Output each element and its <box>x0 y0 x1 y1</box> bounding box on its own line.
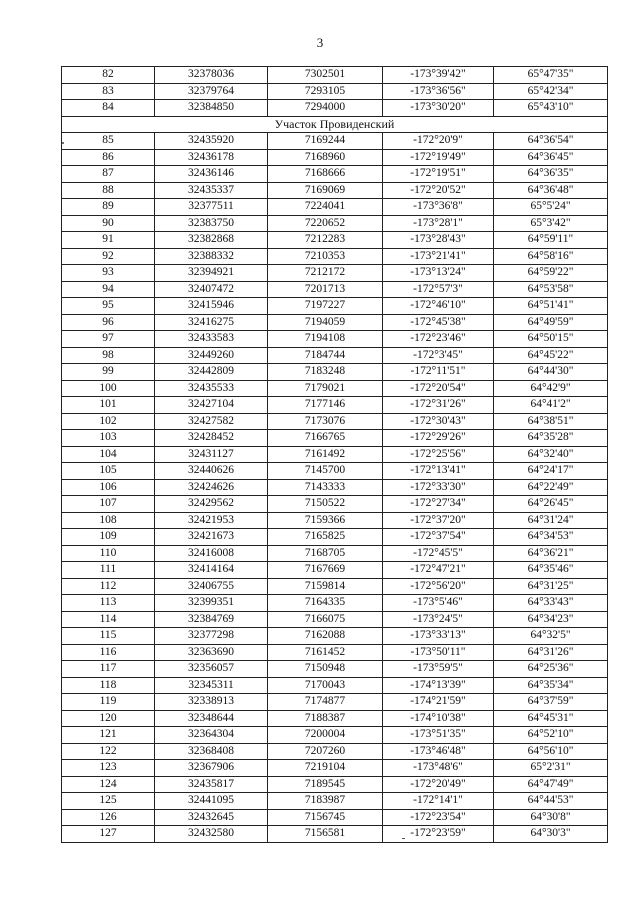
point-number-cell: 103 <box>62 430 155 447</box>
latitude-cell: 64°44'30" <box>494 364 608 381</box>
y-coordinate-cell: 7293105 <box>268 83 383 100</box>
longitude-cell: -173°59'5" <box>383 661 494 678</box>
point-number-cell: 96 <box>62 314 155 331</box>
latitude-cell: 64°35'28" <box>494 430 608 447</box>
latitude-cell: 64°32'40" <box>494 446 608 463</box>
table-row <box>62 331 608 348</box>
x-coordinate-cell: 32432580 <box>155 826 268 843</box>
point-number-cell: 98 <box>62 347 155 364</box>
point-number-cell: 94 <box>62 281 155 298</box>
table-row <box>62 281 608 298</box>
x-coordinate-cell: 32436178 <box>155 149 268 166</box>
x-coordinate-cell: 32367906 <box>155 760 268 777</box>
table-body-main <box>62 133 608 843</box>
latitude-cell: 64°56'10" <box>494 743 608 760</box>
longitude-cell: -172°3'45" <box>383 347 494 364</box>
table-row <box>62 595 608 612</box>
point-number-cell: 87 <box>62 166 155 183</box>
latitude-cell: 64°31'26" <box>494 644 608 661</box>
point-number-cell: 104 <box>62 446 155 463</box>
table-row <box>62 182 608 199</box>
x-coordinate-cell: 32415946 <box>155 298 268 315</box>
longitude-cell: -172°27'34" <box>383 496 494 513</box>
longitude-cell: -173°5'46" <box>383 595 494 612</box>
point-number-cell: 91 <box>62 232 155 249</box>
table-row <box>62 100 608 117</box>
y-coordinate-cell: 7194108 <box>268 331 383 348</box>
y-coordinate-cell: 7166075 <box>268 611 383 628</box>
longitude-cell: -172°57'3" <box>383 281 494 298</box>
latitude-cell: 64°36'35" <box>494 166 608 183</box>
y-coordinate-cell: 7169069 <box>268 182 383 199</box>
x-coordinate-cell: 32421953 <box>155 512 268 529</box>
longitude-cell: -173°36'56" <box>383 83 494 100</box>
longitude-cell: -172°31'26" <box>383 397 494 414</box>
longitude-cell: -174°21'59" <box>383 694 494 711</box>
longitude-cell: -173°28'43" <box>383 232 494 249</box>
table-row <box>62 694 608 711</box>
table-row <box>62 67 608 84</box>
table-row <box>62 298 608 315</box>
point-number-cell: 85 <box>62 133 155 150</box>
y-coordinate-cell: 7224041 <box>268 199 383 216</box>
point-number-cell: 92 <box>62 248 155 265</box>
longitude-cell: -173°33'13" <box>383 628 494 645</box>
x-coordinate-cell: 32436146 <box>155 166 268 183</box>
latitude-cell: 65°3'42" <box>494 215 608 232</box>
latitude-cell: 65°2'31" <box>494 760 608 777</box>
longitude-cell: -172°56'20" <box>383 578 494 595</box>
longitude-cell: -174°10'38" <box>383 710 494 727</box>
latitude-cell: 64°25'36" <box>494 661 608 678</box>
longitude-cell: -173°48'6" <box>383 760 494 777</box>
longitude-cell: -172°20'52" <box>383 182 494 199</box>
x-coordinate-cell: 32442809 <box>155 364 268 381</box>
x-coordinate-cell: 32394921 <box>155 265 268 282</box>
latitude-cell: 65°5'24" <box>494 199 608 216</box>
latitude-cell: 64°34'23" <box>494 611 608 628</box>
point-number-cell: 121 <box>62 727 155 744</box>
y-coordinate-cell: 7207260 <box>268 743 383 760</box>
table-row <box>62 743 608 760</box>
latitude-cell: 64°42'9" <box>494 380 608 397</box>
latitude-cell: 64°35'46" <box>494 562 608 579</box>
longitude-cell: -173°13'24" <box>383 265 494 282</box>
point-number-cell: 122 <box>62 743 155 760</box>
y-coordinate-cell: 7212172 <box>268 265 383 282</box>
longitude-cell: -172°19'49" <box>383 149 494 166</box>
y-coordinate-cell: 7150948 <box>268 661 383 678</box>
y-coordinate-cell: 7156581 <box>268 826 383 843</box>
table-row <box>62 562 608 579</box>
y-coordinate-cell: 7159814 <box>268 578 383 595</box>
scan-speck <box>62 142 64 144</box>
y-coordinate-cell: 7184744 <box>268 347 383 364</box>
point-number-cell: 97 <box>62 331 155 348</box>
x-coordinate-cell: 32348644 <box>155 710 268 727</box>
latitude-cell: 64°53'58" <box>494 281 608 298</box>
point-number-cell: 112 <box>62 578 155 595</box>
longitude-cell: -172°33'30" <box>383 479 494 496</box>
x-coordinate-cell: 32384769 <box>155 611 268 628</box>
latitude-cell: 64°59'11" <box>494 232 608 249</box>
table-row <box>62 463 608 480</box>
x-coordinate-cell: 32441095 <box>155 793 268 810</box>
longitude-cell: -172°11'51" <box>383 364 494 381</box>
point-number-cell: 84 <box>62 100 155 117</box>
table-row <box>62 347 608 364</box>
page-number: 3 <box>316 35 324 50</box>
longitude-cell: -173°39'42" <box>383 67 494 84</box>
point-number-cell: 126 <box>62 809 155 826</box>
y-coordinate-cell: 7174877 <box>268 694 383 711</box>
y-coordinate-cell: 7168960 <box>268 149 383 166</box>
y-coordinate-cell: 7179021 <box>268 380 383 397</box>
table-row <box>62 215 608 232</box>
latitude-cell: 64°44'53" <box>494 793 608 810</box>
table-row <box>62 628 608 645</box>
x-coordinate-cell: 32414164 <box>155 562 268 579</box>
latitude-cell: 65°43'10" <box>494 100 608 117</box>
latitude-cell: 64°31'24" <box>494 512 608 529</box>
x-coordinate-cell: 32384850 <box>155 100 268 117</box>
y-coordinate-cell: 7167669 <box>268 562 383 579</box>
longitude-cell: -173°21'41" <box>383 248 494 265</box>
table-section-header <box>62 116 608 133</box>
point-number-cell: 124 <box>62 776 155 793</box>
point-number-cell: 115 <box>62 628 155 645</box>
point-number-cell: 127 <box>62 826 155 843</box>
table-row <box>62 677 608 694</box>
x-coordinate-cell: 32416275 <box>155 314 268 331</box>
table-row <box>62 710 608 727</box>
table-row <box>62 727 608 744</box>
table-body-top <box>62 67 608 117</box>
x-coordinate-cell: 32416008 <box>155 545 268 562</box>
y-coordinate-cell: 7169244 <box>268 133 383 150</box>
x-coordinate-cell: 32433583 <box>155 331 268 348</box>
x-coordinate-cell: 32432645 <box>155 809 268 826</box>
x-coordinate-cell: 32421673 <box>155 529 268 546</box>
latitude-cell: 64°33'43" <box>494 595 608 612</box>
x-coordinate-cell: 32424626 <box>155 479 268 496</box>
table-row <box>62 364 608 381</box>
point-number-cell: 120 <box>62 710 155 727</box>
table-row <box>62 529 608 546</box>
point-number-cell: 119 <box>62 694 155 711</box>
point-number-cell: 82 <box>62 67 155 84</box>
table-row <box>62 430 608 447</box>
x-coordinate-cell: 32440626 <box>155 463 268 480</box>
latitude-cell: 64°30'8" <box>494 809 608 826</box>
y-coordinate-cell: 7189545 <box>268 776 383 793</box>
table-row <box>62 809 608 826</box>
point-number-cell: 116 <box>62 644 155 661</box>
x-coordinate-cell: 32356057 <box>155 661 268 678</box>
table-row <box>62 83 608 100</box>
point-number-cell: 123 <box>62 760 155 777</box>
y-coordinate-cell: 7183987 <box>268 793 383 810</box>
latitude-cell: 64°31'25" <box>494 578 608 595</box>
y-coordinate-cell: 7210353 <box>268 248 383 265</box>
y-coordinate-cell: 7150522 <box>268 496 383 513</box>
x-coordinate-cell: 32406755 <box>155 578 268 595</box>
table-row <box>62 611 608 628</box>
x-coordinate-cell: 32407472 <box>155 281 268 298</box>
latitude-cell: 64°58'16" <box>494 248 608 265</box>
latitude-cell: 65°42'34" <box>494 83 608 100</box>
y-coordinate-cell: 7212283 <box>268 232 383 249</box>
x-coordinate-cell: 32377511 <box>155 199 268 216</box>
point-number-cell: 99 <box>62 364 155 381</box>
latitude-cell: 64°50'15" <box>494 331 608 348</box>
point-number-cell: 105 <box>62 463 155 480</box>
y-coordinate-cell: 7219104 <box>268 760 383 777</box>
latitude-cell: 64°30'3" <box>494 826 608 843</box>
longitude-cell: -172°20'54" <box>383 380 494 397</box>
latitude-cell: 64°37'59" <box>494 694 608 711</box>
table-row <box>62 133 608 150</box>
point-number-cell: 102 <box>62 413 155 430</box>
point-number-cell: 95 <box>62 298 155 315</box>
y-coordinate-cell: 7161492 <box>268 446 383 463</box>
x-coordinate-cell: 32435817 <box>155 776 268 793</box>
latitude-cell: 64°36'48" <box>494 182 608 199</box>
y-coordinate-cell: 7220652 <box>268 215 383 232</box>
longitude-cell: -173°50'11" <box>383 644 494 661</box>
y-coordinate-cell: 7194059 <box>268 314 383 331</box>
x-coordinate-cell: 32379764 <box>155 83 268 100</box>
table-row <box>62 826 608 843</box>
latitude-cell: 64°36'45" <box>494 149 608 166</box>
latitude-cell: 64°59'22" <box>494 265 608 282</box>
point-number-cell: 118 <box>62 677 155 694</box>
point-number-cell: 83 <box>62 83 155 100</box>
latitude-cell: 64°32'5" <box>494 628 608 645</box>
latitude-cell: 64°49'59" <box>494 314 608 331</box>
x-coordinate-cell: 32399351 <box>155 595 268 612</box>
point-number-cell: 113 <box>62 595 155 612</box>
table-row <box>62 793 608 810</box>
x-coordinate-cell: 32382868 <box>155 232 268 249</box>
x-coordinate-cell: 32435920 <box>155 133 268 150</box>
longitude-cell: -172°23'59" <box>383 826 494 843</box>
x-coordinate-cell: 32435533 <box>155 380 268 397</box>
coordinates-table <box>61 66 608 843</box>
latitude-cell: 64°35'34" <box>494 677 608 694</box>
latitude-cell: 64°45'31" <box>494 710 608 727</box>
x-coordinate-cell: 32429562 <box>155 496 268 513</box>
table-row <box>62 232 608 249</box>
latitude-cell: 64°36'54" <box>494 133 608 150</box>
y-coordinate-cell: 7197227 <box>268 298 383 315</box>
table-row <box>62 397 608 414</box>
scan-speck <box>402 838 405 839</box>
y-coordinate-cell: 7161452 <box>268 644 383 661</box>
latitude-cell: 64°41'2" <box>494 397 608 414</box>
longitude-cell: -172°29'26" <box>383 430 494 447</box>
longitude-cell: -173°24'5" <box>383 611 494 628</box>
latitude-cell: 64°36'21" <box>494 545 608 562</box>
x-coordinate-cell: 32427582 <box>155 413 268 430</box>
longitude-cell: -173°30'20" <box>383 100 494 117</box>
y-coordinate-cell: 7170043 <box>268 677 383 694</box>
point-number-cell: 117 <box>62 661 155 678</box>
longitude-cell: -172°14'1" <box>383 793 494 810</box>
longitude-cell: -172°47'21" <box>383 562 494 579</box>
longitude-cell: -172°45'5" <box>383 545 494 562</box>
table-row <box>62 661 608 678</box>
y-coordinate-cell: 7165825 <box>268 529 383 546</box>
latitude-cell: 64°38'51" <box>494 413 608 430</box>
longitude-cell: -172°20'49" <box>383 776 494 793</box>
x-coordinate-cell: 32388332 <box>155 248 268 265</box>
longitude-cell: -172°46'10" <box>383 298 494 315</box>
longitude-cell: -174°13'39" <box>383 677 494 694</box>
y-coordinate-cell: 7162088 <box>268 628 383 645</box>
longitude-cell: -173°51'35" <box>383 727 494 744</box>
point-number-cell: 111 <box>62 562 155 579</box>
table-row <box>62 578 608 595</box>
longitude-cell: -172°37'20" <box>383 512 494 529</box>
x-coordinate-cell: 32368408 <box>155 743 268 760</box>
point-number-cell: 114 <box>62 611 155 628</box>
x-coordinate-cell: 32338913 <box>155 694 268 711</box>
table-row <box>62 496 608 513</box>
y-coordinate-cell: 7200004 <box>268 727 383 744</box>
y-coordinate-cell: 7164335 <box>268 595 383 612</box>
table-row <box>62 760 608 777</box>
y-coordinate-cell: 7173076 <box>268 413 383 430</box>
point-number-cell: 89 <box>62 199 155 216</box>
table-row <box>62 166 608 183</box>
longitude-cell: -172°23'54" <box>383 809 494 826</box>
section-title: Участок Провиденский <box>62 116 608 133</box>
x-coordinate-cell: 32345311 <box>155 677 268 694</box>
table-row <box>62 314 608 331</box>
longitude-cell: -173°36'8" <box>383 199 494 216</box>
coordinates-table-container <box>61 66 607 843</box>
table-row <box>62 199 608 216</box>
y-coordinate-cell: 7302501 <box>268 67 383 84</box>
x-coordinate-cell: 32378036 <box>155 67 268 84</box>
x-coordinate-cell: 32435337 <box>155 182 268 199</box>
x-coordinate-cell: 32431127 <box>155 446 268 463</box>
x-coordinate-cell: 32383750 <box>155 215 268 232</box>
y-coordinate-cell: 7145700 <box>268 463 383 480</box>
table-row <box>62 248 608 265</box>
table-row <box>62 380 608 397</box>
point-number-cell: 86 <box>62 149 155 166</box>
x-coordinate-cell: 32449260 <box>155 347 268 364</box>
table-row <box>62 265 608 282</box>
table-row <box>62 512 608 529</box>
point-number-cell: 110 <box>62 545 155 562</box>
latitude-cell: 64°22'49" <box>494 479 608 496</box>
table-row <box>62 413 608 430</box>
point-number-cell: 93 <box>62 265 155 282</box>
section-row <box>62 116 608 133</box>
longitude-cell: -173°28'1" <box>383 215 494 232</box>
table-row <box>62 479 608 496</box>
latitude-cell: 64°24'17" <box>494 463 608 480</box>
latitude-cell: 64°34'53" <box>494 529 608 546</box>
table-row <box>62 446 608 463</box>
point-number-cell: 88 <box>62 182 155 199</box>
longitude-cell: -172°30'43" <box>383 413 494 430</box>
y-coordinate-cell: 7201713 <box>268 281 383 298</box>
latitude-cell: 64°51'41" <box>494 298 608 315</box>
y-coordinate-cell: 7183248 <box>268 364 383 381</box>
table-row <box>62 776 608 793</box>
point-number-cell: 108 <box>62 512 155 529</box>
x-coordinate-cell: 32377298 <box>155 628 268 645</box>
longitude-cell: -172°25'56" <box>383 446 494 463</box>
longitude-cell: -172°13'41" <box>383 463 494 480</box>
point-number-cell: 107 <box>62 496 155 513</box>
point-number-cell: 90 <box>62 215 155 232</box>
point-number-cell: 125 <box>62 793 155 810</box>
table-row <box>62 545 608 562</box>
x-coordinate-cell: 32427104 <box>155 397 268 414</box>
y-coordinate-cell: 7168705 <box>268 545 383 562</box>
longitude-cell: -172°23'46" <box>383 331 494 348</box>
point-number-cell: 109 <box>62 529 155 546</box>
longitude-cell: -172°37'54" <box>383 529 494 546</box>
y-coordinate-cell: 7294000 <box>268 100 383 117</box>
longitude-cell: -172°19'51" <box>383 166 494 183</box>
latitude-cell: 64°52'10" <box>494 727 608 744</box>
latitude-cell: 64°45'22" <box>494 347 608 364</box>
latitude-cell: 65°47'35" <box>494 67 608 84</box>
y-coordinate-cell: 7188387 <box>268 710 383 727</box>
y-coordinate-cell: 7166765 <box>268 430 383 447</box>
longitude-cell: -172°45'38" <box>383 314 494 331</box>
table-row <box>62 644 608 661</box>
table-row <box>62 149 608 166</box>
latitude-cell: 64°26'45" <box>494 496 608 513</box>
y-coordinate-cell: 7159366 <box>268 512 383 529</box>
longitude-cell: -173°46'48" <box>383 743 494 760</box>
point-number-cell: 100 <box>62 380 155 397</box>
longitude-cell: -172°20'9" <box>383 133 494 150</box>
y-coordinate-cell: 7143333 <box>268 479 383 496</box>
y-coordinate-cell: 7168666 <box>268 166 383 183</box>
point-number-cell: 106 <box>62 479 155 496</box>
x-coordinate-cell: 32363690 <box>155 644 268 661</box>
latitude-cell: 64°47'49" <box>494 776 608 793</box>
y-coordinate-cell: 7177146 <box>268 397 383 414</box>
y-coordinate-cell: 7156745 <box>268 809 383 826</box>
x-coordinate-cell: 32428452 <box>155 430 268 447</box>
point-number-cell: 101 <box>62 397 155 414</box>
x-coordinate-cell: 32364304 <box>155 727 268 744</box>
